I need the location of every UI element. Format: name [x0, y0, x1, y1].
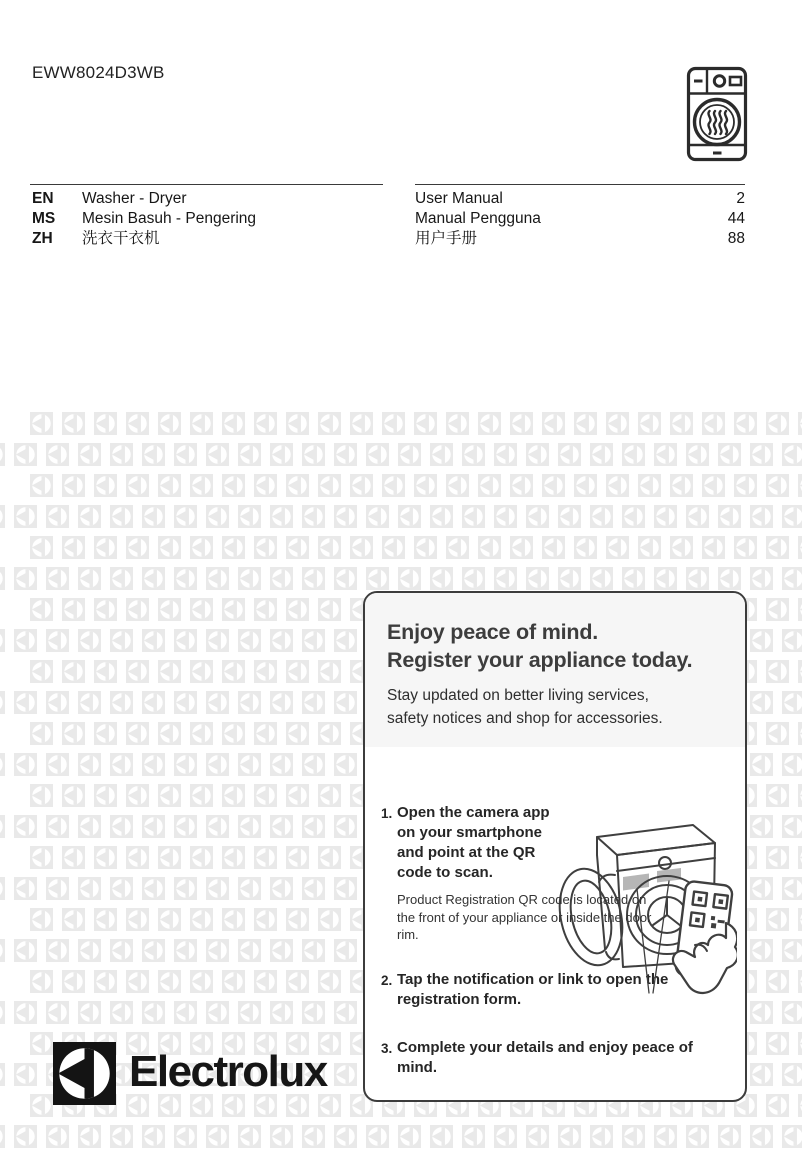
language-row-zh — [32, 229, 383, 249]
language-label: Washer - Dryer — [82, 190, 187, 207]
page-number: 2 — [736, 190, 745, 207]
electrolux-wordmark: Electrolux — [129, 1046, 327, 1096]
language-label: 洗衣干衣机 — [82, 230, 160, 247]
document-row-zh — [415, 229, 745, 249]
language-code: MS — [32, 210, 56, 227]
language-row-en — [32, 189, 383, 209]
document-row-ms — [415, 209, 745, 229]
registration-title: Enjoy peace of mind. Register your appliance today. — [387, 620, 693, 672]
divider-left — [30, 184, 383, 185]
document-row-en — [415, 189, 745, 209]
step-3 — [381, 1038, 729, 1078]
electrolux-logo — [53, 1042, 327, 1105]
registration-card-header — [365, 593, 745, 747]
step-number: 2. — [381, 972, 393, 988]
step-number: 1. — [381, 806, 393, 821]
step-text: Tap the notification or link to open the registration form. — [397, 970, 669, 1008]
registration-card-body — [365, 803, 745, 1078]
divider-right — [415, 184, 745, 185]
language-label: Mesin Basuh - Pengering — [82, 210, 257, 227]
washer-dryer-icon — [686, 66, 748, 162]
page-number: 44 — [727, 210, 745, 227]
step-1-note: Product Registration QR code is located on the front of your appliance or inside the door rim. — [397, 892, 652, 942]
step-text: Open the camera app on your smartphone and point at the QR code to scan. — [397, 804, 550, 881]
language-row-ms — [32, 209, 383, 229]
document-index-table — [415, 189, 745, 249]
document-title: Manual Pengguna — [415, 210, 541, 227]
step-text: Complete your details and enjoy peace of mind. — [397, 1038, 693, 1076]
document-title: 用户手册 — [415, 230, 478, 247]
step-number: 3. — [381, 1040, 393, 1056]
registration-subtitle: Stay updated on better living services, safety notices and shop for accessories. — [387, 687, 663, 727]
model-number: EWW8024D3WB — [32, 63, 165, 82]
document-title: User Manual — [415, 190, 503, 207]
electrolux-symbol-icon — [53, 1042, 116, 1105]
language-code: ZH — [32, 230, 53, 247]
language-table — [32, 189, 383, 249]
language-code: EN — [32, 190, 54, 207]
registration-card — [363, 591, 747, 1102]
page-number: 88 — [727, 230, 745, 247]
